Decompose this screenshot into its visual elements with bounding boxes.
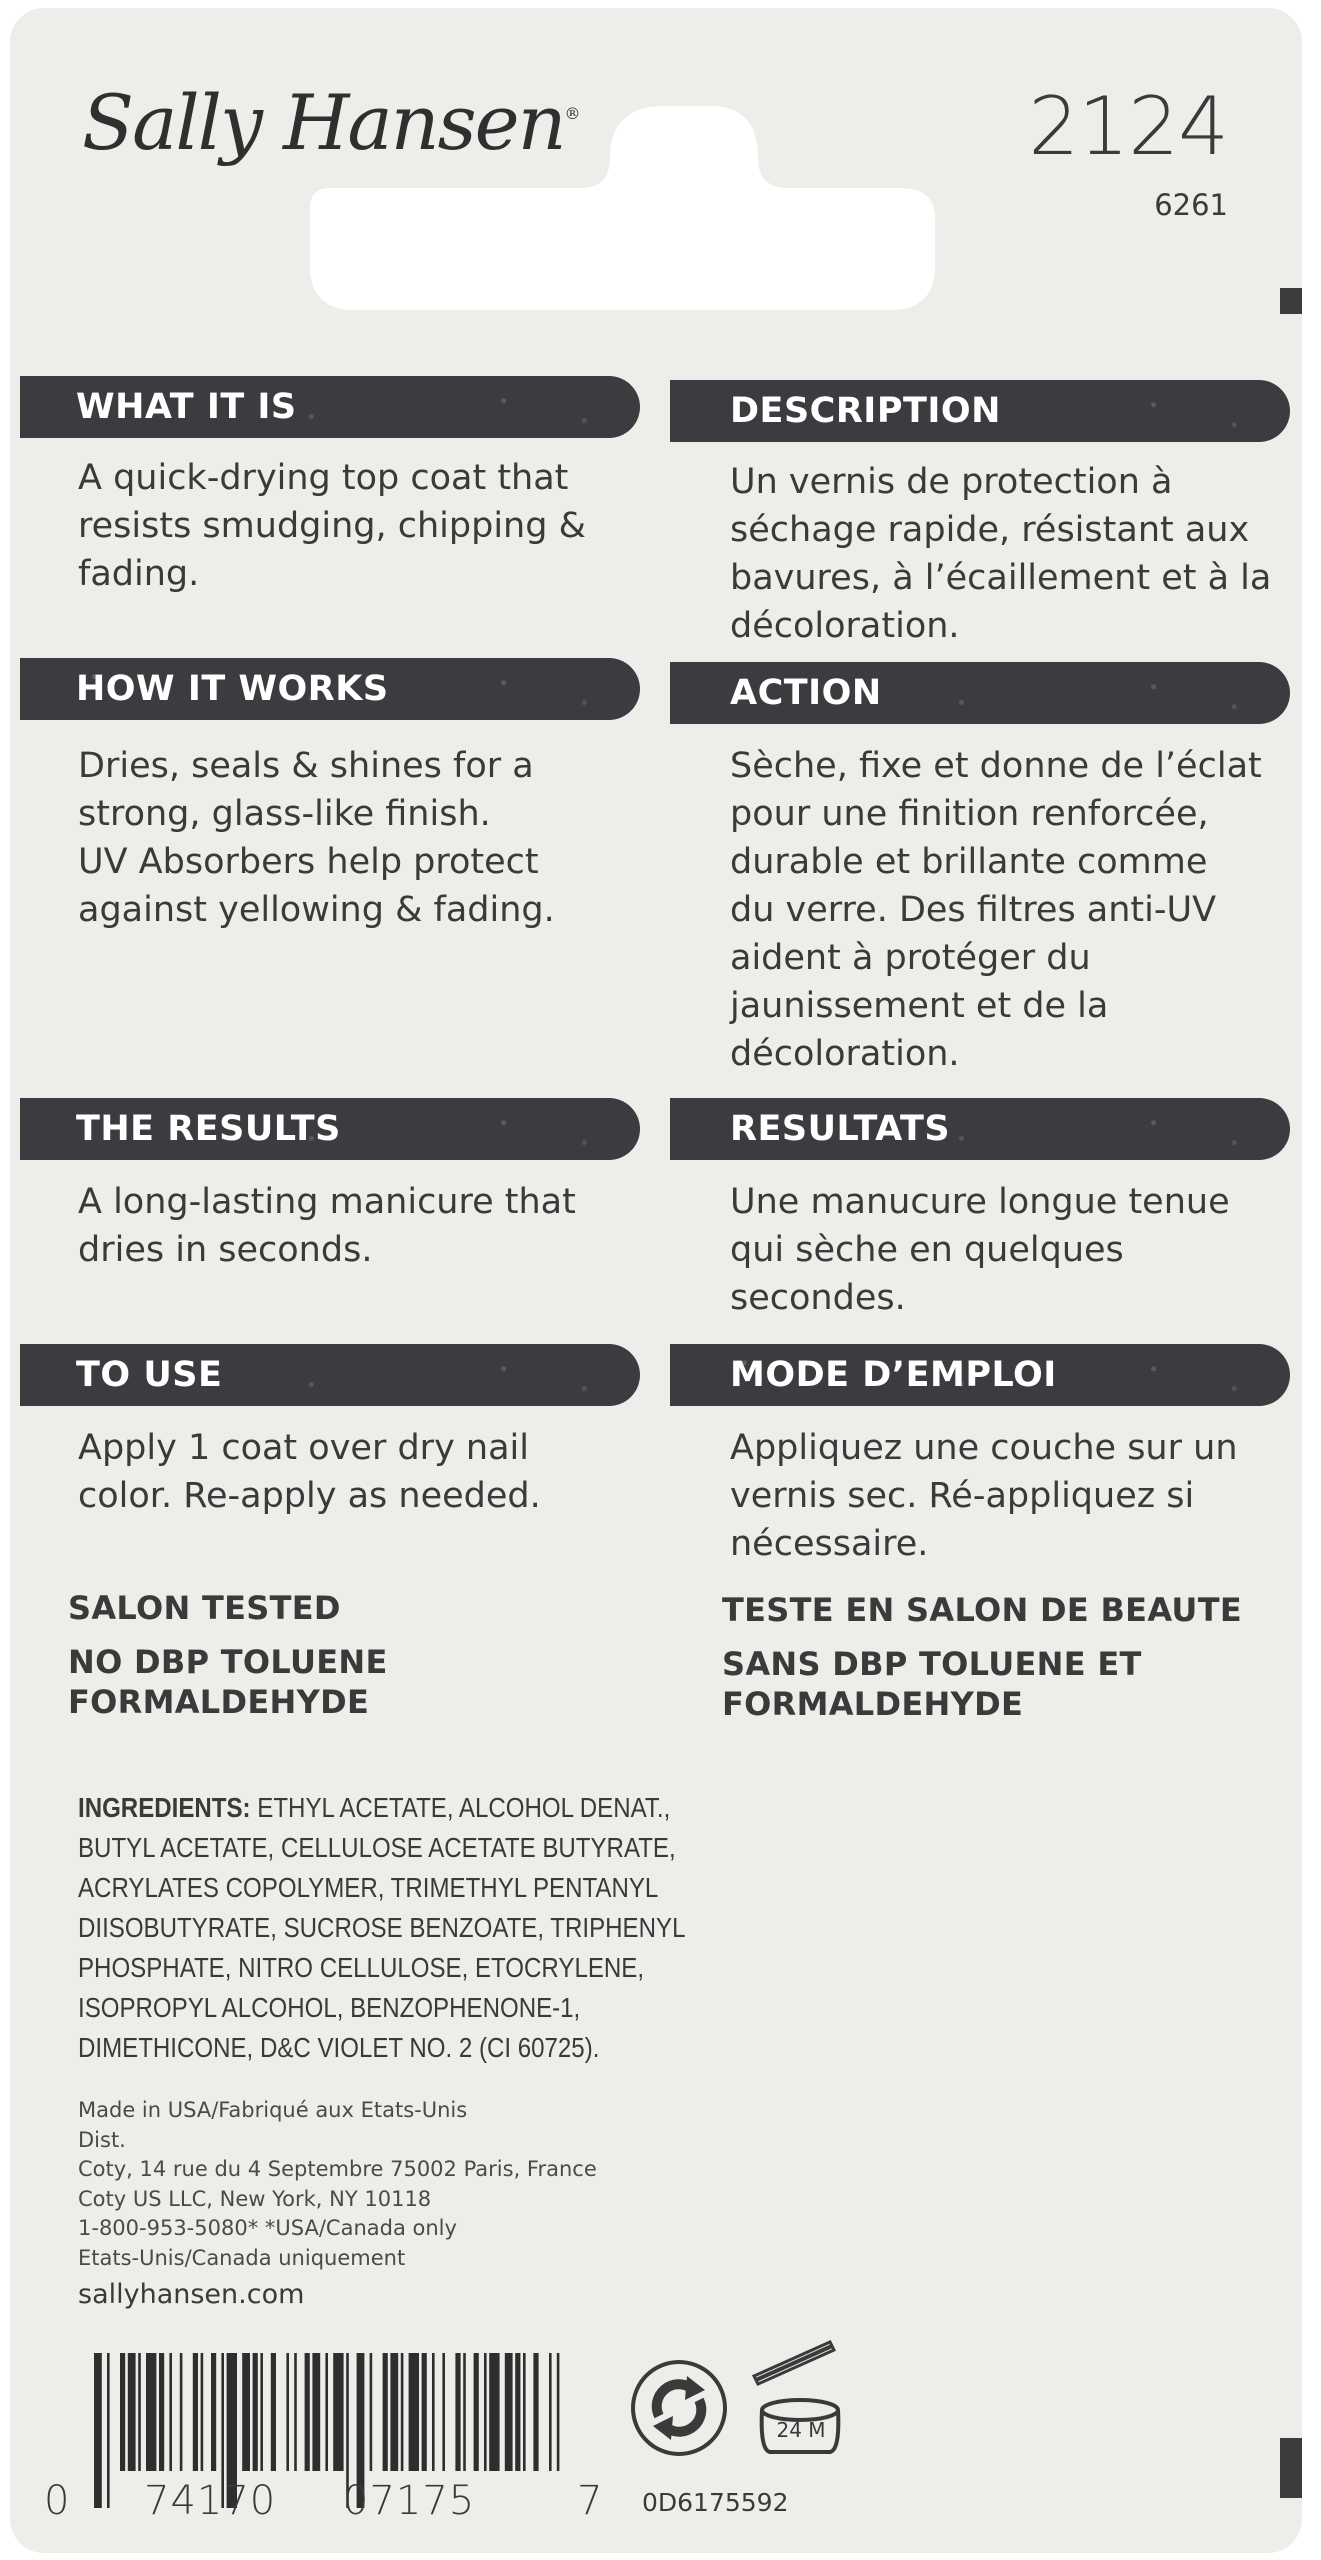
pao-label: 24 M xyxy=(776,2418,826,2442)
upc-left-digits: 74170 xyxy=(144,2478,277,2524)
recycle-icon xyxy=(629,2358,729,2458)
barcode-bar xyxy=(286,2353,289,2471)
ingredients-list xyxy=(78,1788,714,2068)
barcode-bar xyxy=(474,2353,479,2471)
barcode-bar xyxy=(557,2353,560,2471)
header-the-results: THE RESULTS xyxy=(20,1098,640,1160)
ingredients-text: ETHYL ACETATE, ALCOHOL DENAT., BUTYL ACETATE, CELLULOSE ACETATE BUTYRATE, ACRYLATES COPOLYMER, TRIMETHYL PENTANYL DIISOBUTYRATE, SUCROSE BENZOATE, TRIPHENYL PHOSPHATE, NITRO CELLULOSE, ETOCRYLENE, ISOPROPYL ALCOHOL, BENZOPHENONE-1, DIMETHICONE, D&C VIOLET NO. 2 (CI 60725). xyxy=(78,1792,685,2063)
barcode-bar xyxy=(211,2353,216,2471)
barcode-bar xyxy=(442,2353,445,2471)
legal-line: Made in USA/Fabriqué aux Etats-Unis xyxy=(78,2098,468,2122)
barcode-bar xyxy=(253,2353,258,2471)
header-mode-emploi: MODE D’EMPLOI xyxy=(670,1344,1290,1406)
sku-number: 2124 xyxy=(1028,80,1228,173)
the-results-text: A long-lasting manicure that dries in seconds. xyxy=(78,1182,576,1270)
header-resultats: RESULTATS xyxy=(670,1098,1290,1160)
sku-subcode: 6261 xyxy=(1154,188,1228,222)
hang-hole xyxy=(10,8,1302,338)
barcode-bar xyxy=(390,2353,398,2471)
barcode-bar xyxy=(294,2353,297,2471)
barcode-bar xyxy=(549,2353,552,2471)
legal-line: Coty US LLC, New York, NY 10118 xyxy=(78,2186,432,2211)
barcode-bar xyxy=(159,2353,164,2471)
barcode-bar xyxy=(325,2353,328,2471)
barcode-bar xyxy=(180,2353,183,2471)
barcode-bar xyxy=(312,2353,320,2471)
brand-name: Sally Hansen xyxy=(82,78,565,167)
barcode-bar xyxy=(370,2353,373,2471)
claim-free-from-fr: SANS DBP TOLUENE ET FORMALDEHYDE xyxy=(722,1645,1142,1723)
barcode-bar xyxy=(489,2353,499,2471)
lot-code: 0D6175592 xyxy=(642,2488,789,2517)
to-use-text: Apply 1 coat over dry nail color. Re-apply as needed. xyxy=(78,1428,541,1516)
upc-first-digit: 0 xyxy=(44,2478,70,2524)
brand-logo xyxy=(82,78,579,167)
legal-line: Dist. xyxy=(78,2127,126,2152)
header-to-use: TO USE xyxy=(20,1344,640,1406)
upc-right-digits: 07175 xyxy=(343,2478,476,2524)
backing-card xyxy=(10,8,1302,2553)
barcode-bar xyxy=(484,2353,487,2471)
barcode-bar xyxy=(128,2353,136,2471)
legal-line: Etats-Unis/Canada uniquement xyxy=(78,2245,406,2270)
barcode-bar xyxy=(201,2353,204,2471)
barcode-bar xyxy=(94,2353,102,2508)
legal-line: 1-800-953-5080* *USA/Canada only xyxy=(78,2216,457,2240)
claim-salon-tested: SALON TESTED xyxy=(68,1589,341,1627)
barcode-bar xyxy=(107,2353,110,2508)
legal-info xyxy=(78,2096,698,2273)
open-jar-icon xyxy=(750,2340,850,2460)
barcode-bar xyxy=(515,2353,520,2471)
description-text: Un vernis de protection à séchage rapide, résistant aux bavures, à l’écaillement et à la décoloration. xyxy=(730,462,1272,646)
what-it-is-text: A quick-drying top coat that resists smudging, chipping & fading. xyxy=(78,458,586,594)
website-url: sallyhansen.com xyxy=(78,2279,305,2310)
edge-registration-mark xyxy=(1280,2438,1302,2498)
barcode-bar xyxy=(463,2353,466,2471)
edge-registration-mark xyxy=(1280,288,1302,314)
barcode-bar xyxy=(523,2353,526,2471)
ingredients-label: INGREDIENTS: xyxy=(78,1792,251,1823)
claim-free-from: NO DBP TOLUENE FORMALDEHYDE xyxy=(68,1643,388,1721)
upc-check-digit: 7 xyxy=(577,2478,603,2524)
barcode-bar xyxy=(401,2353,404,2471)
barcode-bar xyxy=(242,2353,250,2471)
barcode-bar xyxy=(120,2353,125,2471)
barcode-bar xyxy=(146,2353,156,2471)
barcode-bar xyxy=(260,2353,263,2471)
how-it-works-text: Dries, seals & shines for a strong, glass-like finish. UV Absorbers help protect against yellowing & fading. xyxy=(78,746,555,930)
barcode-bar xyxy=(422,2353,427,2471)
barcode-bar xyxy=(505,2353,513,2471)
barcode-bar xyxy=(305,2353,310,2471)
registered-mark: ® xyxy=(564,104,579,123)
resultats-text: Une manucure longue tenue qui sèche en quelques secondes. xyxy=(730,1182,1230,1318)
barcode-bar xyxy=(333,2353,343,2471)
barcode-bar xyxy=(432,2353,435,2471)
barcode-bar xyxy=(455,2353,460,2471)
claim-salon-tested-fr: TESTE EN SALON DE BEAUTE xyxy=(722,1591,1242,1629)
action-text: Sèche, fixe et donne de l’éclat pour une finition renforcée, durable et brillante comme du verre. Des filtres anti-UV aident à protéger du jaunissement et de la décoloration. xyxy=(730,746,1262,1074)
barcode-bar xyxy=(409,2353,419,2471)
header-description: DESCRIPTION xyxy=(670,380,1290,442)
barcode-bar xyxy=(533,2353,538,2471)
barcode-bar xyxy=(138,2353,141,2471)
header-action: ACTION xyxy=(670,662,1290,724)
header-how-it-works: HOW IT WORKS xyxy=(20,658,640,720)
barcode-bar xyxy=(271,2353,276,2471)
barcode-bar xyxy=(383,2353,388,2471)
barcode-bar xyxy=(169,2353,172,2471)
barcode-bar xyxy=(193,2353,198,2471)
mode-emploi-text: Appliquez une couche sur un vernis sec. Ré-appliquez si nécessaire. xyxy=(730,1428,1238,1564)
legal-line: Coty, 14 rue du 4 Septembre 75002 Paris, France xyxy=(78,2157,597,2181)
header-what-it-is: WHAT IT IS xyxy=(20,376,640,438)
